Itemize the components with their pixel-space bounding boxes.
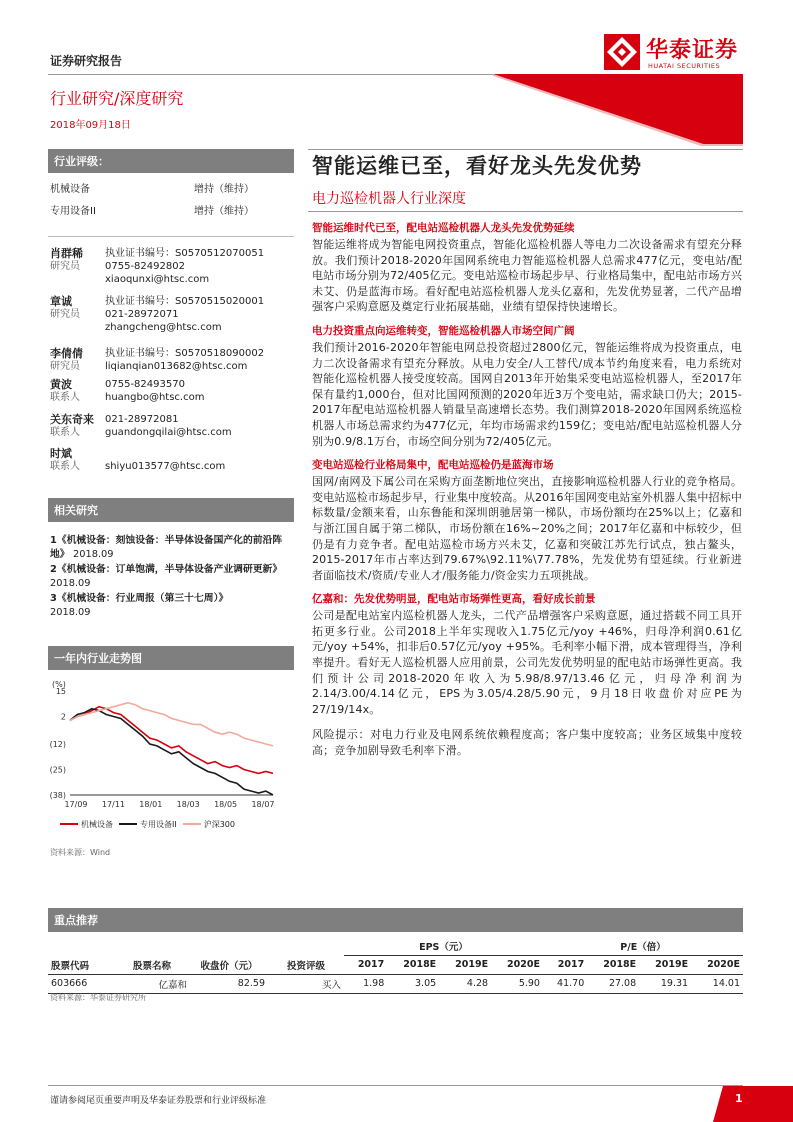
cell: 5.90: [518, 978, 540, 989]
table-header: [48, 956, 743, 975]
cell: 27.08: [608, 978, 637, 989]
y-tick-label: 15: [55, 687, 66, 696]
analyst-role: 联系人: [50, 392, 80, 403]
page-subtitle: 电力巡检机器人行业深度: [312, 191, 466, 207]
series-line-沪深300: [70, 703, 273, 746]
related-item-text: 3《机械设备：行业周报（第三十七周）》: [50, 593, 229, 604]
y-tick-label: (38): [49, 791, 66, 800]
y-tick-label: (12): [49, 739, 66, 749]
col-header: 2018E: [403, 959, 437, 971]
analyst-name: 章诚: [50, 295, 72, 308]
analyst-name: 关东奇来: [50, 413, 94, 426]
col-header: 收盘价（元）: [200, 960, 258, 972]
legend-swatch: [119, 823, 137, 825]
analyst-role: 联系人: [50, 427, 80, 438]
col-header: 2017: [557, 959, 585, 971]
rating-title: 行业评级：: [48, 149, 294, 173]
title-bottom-rule: [308, 211, 743, 212]
cell: 14.01: [712, 978, 740, 989]
trend-section: [48, 646, 294, 670]
related-item-date: 2018.09: [50, 578, 91, 589]
cell: 603666: [51, 978, 88, 989]
footer-red-corner: [713, 1082, 793, 1122]
logo-name-cn: 华泰证券: [646, 38, 739, 63]
logo-name-en: HUATAI SECURITIES: [648, 62, 721, 70]
trend-source: 资料来源：Wind: [50, 848, 111, 857]
related-item[interactable]: [50, 563, 294, 591]
analyst-line: 0755-82492802: [105, 261, 185, 272]
rating-value: 增持（维持）: [194, 206, 254, 217]
related-item-text: 1《机械设备：刻蚀设备：半导体设备国产化的前沿阵地》: [50, 535, 283, 560]
report-type: 证券研究报告: [50, 54, 123, 68]
table-group-header: [48, 937, 743, 956]
eps-group-label: EPS（元）: [344, 937, 543, 956]
analyst-line: 0755-82493570: [105, 379, 185, 390]
col-header: 2017: [357, 959, 385, 971]
analyst-line[interactable]: huangbo@htsc.com: [105, 392, 205, 403]
analyst-role: 研究员: [50, 361, 80, 372]
risk-warning: 风险提示：对电力行业及电网系统依赖程度高；客户集中度较高；业务区域集中度较高；竞争加剧导致毛利率下滑。: [312, 728, 742, 758]
y-tick-label: 2: [60, 712, 66, 722]
section-heading: 电力投资重点向运维转变，智能巡检机器人市场空间广阔: [312, 324, 575, 337]
col-header: 2020E: [507, 959, 540, 971]
x-tick-label: 18/07: [251, 800, 275, 809]
recommend-title: 重点推荐: [48, 908, 743, 932]
cell: 41.70: [557, 978, 585, 989]
section-body: 智能运维将成为智能电网投资重点，智能化巡检机器人等电力二次设备需求有望充分释放。我们预计2018-2020年国网系统电力智能巡检机器人总需求477亿元，变电站/配电站市场分别为72/405亿元。变电站巡检市场起步早、行业格局集中，配电站市场方兴未艾、仍是蓝海市场。看好配电站巡检机器人龙头亿嘉和，先发优势显著，二代产品增强客户采购意愿及奠定行业拓展基础，业绩有望保持快速增长。: [312, 238, 742, 314]
recommend-section: [48, 908, 743, 932]
legend-item: [183, 819, 235, 830]
recommend-source: 资料来源：华泰证券研究所: [50, 993, 146, 1002]
cell: 1.98: [363, 978, 385, 989]
col-header: 2019E: [655, 959, 689, 971]
related-item-text: 2《机械设备：订单饱满，半导体设备产业调研更新》: [50, 564, 283, 575]
cell: 亿嘉和: [158, 979, 187, 991]
analyst-card: [50, 413, 295, 447]
analyst-line[interactable]: liqianqian013682@htsc.com: [105, 361, 248, 372]
rating-row: [50, 205, 294, 227]
analyst-card: [50, 295, 295, 347]
page-title: 智能运维已至，看好龙头先发优势: [312, 153, 642, 178]
analyst-name: 李倩倩: [50, 347, 83, 360]
col-header: 股票代码: [51, 960, 90, 972]
x-tick-label: 18/03: [176, 800, 200, 809]
col-header: 2019E: [455, 959, 489, 971]
section-body: 我们预计2016-2020年智能电网总投资超过2800亿元，智能运维将成为投资重点，电力二次设备需求有望充分释放。从电力安全/人工替代/成本节约角度来看，电力系统对智能化巡检机器人接受度较高。国网自2013年开始集采变电站巡检机器人，至2017年保有量约1,000台，但对比国网预测的2020年近3万个变电站，需求缺口仍大；2015-2017年配电站巡检机器人销量呈高速增长态势。我们测算2018-2020年国网系统巡检机器人市场总需求约为477亿元，年均市场需求约159亿；变电站/配电站巡检机器人分别为0.9/8.1万台，市场空间分别为72/405亿元。: [312, 340, 742, 448]
analyst-line[interactable]: zhangcheng@htsc.com: [105, 322, 222, 333]
section-heading: 变电站巡检行业格局集中，配电站巡检仍是蓝海市场: [312, 459, 554, 472]
section-heading: 智能运维时代已至，配电站巡检机器人龙头先发优势延续: [312, 222, 575, 234]
legend-swatch: [60, 823, 78, 825]
pe-group-label: P/E（倍）: [543, 937, 743, 956]
legend-item: [119, 819, 177, 830]
analyst-role: 联系人: [50, 461, 80, 472]
legend-label: 专用设备II: [140, 819, 177, 829]
legend-label: 机械设备: [81, 819, 113, 829]
analyst-line: 021-28972071: [105, 309, 179, 320]
related-item[interactable]: [50, 534, 294, 562]
analyst-line[interactable]: xiaoqunxi@htsc.com: [105, 274, 210, 285]
analyst-line: 执业证书编号：S0570518090002: [105, 348, 265, 359]
col-header: 股票名称: [132, 960, 171, 972]
analyst-card: [50, 378, 295, 413]
col-header: 2018E: [603, 959, 637, 971]
footer-disclaimer[interactable]: 谨请参阅尾页重要声明及华泰证券股票和行业评级标准: [50, 1096, 267, 1106]
report-date: 2018年09月18日: [50, 120, 131, 131]
analyst-divider: [48, 236, 294, 237]
page-number: 1: [735, 1092, 743, 1105]
col-header: 投资评级: [286, 960, 325, 972]
related-research: [48, 498, 294, 620]
trend-legend: [60, 818, 241, 830]
report-category: 行业研究/深度研究: [50, 89, 184, 108]
huatai-logo-icon: [604, 34, 640, 70]
analyst-list: [50, 247, 295, 477]
section-heading: 亿嘉和：先发优势明显，配电站市场弹性更高，看好成长前景: [312, 593, 596, 606]
analyst-name: 时斌: [50, 447, 72, 460]
analyst-line[interactable]: shiyu013577@htsc.com: [105, 461, 226, 472]
cell: 19.31: [660, 978, 689, 989]
recommend-table: [48, 937, 743, 994]
legend-label: 沪深300: [203, 819, 235, 829]
related-title: 相关研究: [48, 498, 294, 522]
cell: 3.05: [415, 978, 437, 989]
x-tick-label: 17/09: [64, 800, 88, 809]
cell: 82.59: [237, 978, 265, 989]
analyst-role: 研究员: [50, 309, 80, 320]
analyst-card: [50, 247, 295, 295]
analyst-line[interactable]: guandongqilai@htsc.com: [105, 427, 232, 438]
col-header: 2020E: [707, 959, 740, 971]
rating-industry: 机械设备: [50, 184, 90, 195]
x-tick-label: 17/11: [101, 800, 125, 809]
cell: 买入: [321, 979, 341, 991]
analyst-card: [50, 347, 295, 378]
related-item-date: 2018.09: [73, 549, 114, 560]
series-line-专用设备II: [70, 709, 273, 795]
x-tick-label: 18/05: [214, 800, 238, 809]
rating-value: 增持（维持）: [194, 184, 254, 195]
related-item-date: 2018.09: [50, 607, 91, 618]
legend-item: [60, 819, 113, 830]
series-line-机械设备: [70, 707, 273, 774]
analyst-line: 021-28972081: [105, 414, 179, 425]
analyst-name: 肖群稀: [50, 247, 83, 260]
chart-unit-label: (%): [52, 680, 66, 689]
trend-title: 一年内行业走势图: [48, 646, 294, 670]
footer-rule: [48, 1085, 743, 1086]
cell: 4.28: [466, 978, 489, 989]
related-item[interactable]: [50, 592, 294, 620]
table-row: [48, 974, 743, 993]
analyst-name: 黄波: [50, 378, 72, 391]
analyst-line: 执业证书编号：S0570515020001: [105, 296, 265, 307]
main-body: [312, 220, 742, 759]
section-body: 国网/南网及下属公司在采购方面垄断地位突出，直接影响巡检机器人行业的竞争格局。变电站巡检市场起步早，行业集中度较高。从2016年国网变电站室外机器人集中招标中标数量/金额来看，山东鲁能和深圳朗驰居第一梯队，市场份额均在25%以上；亿嘉和与浙江国自属于第二梯队，市场份额在16%~20%之间；2017年亿嘉和中标较少，但仍是有力竞争者。配电站巡检市场方兴未艾，亿嘉和突破江苏先行试点，独占鳌头，2015-2017年市占率达到79.67%\92.11%\77.78%，先发优势有望延续。行业新进者面临技术/资质/专业人才/服务能力/资金实力五项挑战。: [312, 475, 742, 582]
analyst-card: [50, 447, 295, 477]
rating-industry: 专用设备II: [50, 206, 96, 217]
y-tick-label: (25): [49, 765, 66, 775]
section-body: 公司是配电站室内巡检机器人龙头，二代产品增强客户采购意愿，通过搭载不同工具开拓更多行业。公司2018上半年实现收入1.75亿元/yoy +46%，归母净利润0.61亿元/yoy +54%，扣非后0.57亿元/yoy +95%。毛利率小幅下滑，成本管理得当，净利率提升。看好无人巡检机器人应用前景，公司先发优势明显的配电站市场弹性更高。我们预计公司2018-2020年收入为5.98/8.97/13.46亿元，归母净利润为2.14/3.00/4.14亿元，EPS为3.05/4.28/5.90元，9月18日收盘价对应PE为27/19/14x。: [312, 609, 742, 716]
legend-swatch: [183, 823, 201, 825]
rating-box: [48, 149, 294, 227]
x-tick-label: 18/01: [139, 800, 163, 809]
analyst-line: 执业证书编号：S0570512070051: [105, 248, 265, 259]
analyst-role: 研究员: [50, 261, 80, 272]
rating-row: [50, 183, 294, 205]
